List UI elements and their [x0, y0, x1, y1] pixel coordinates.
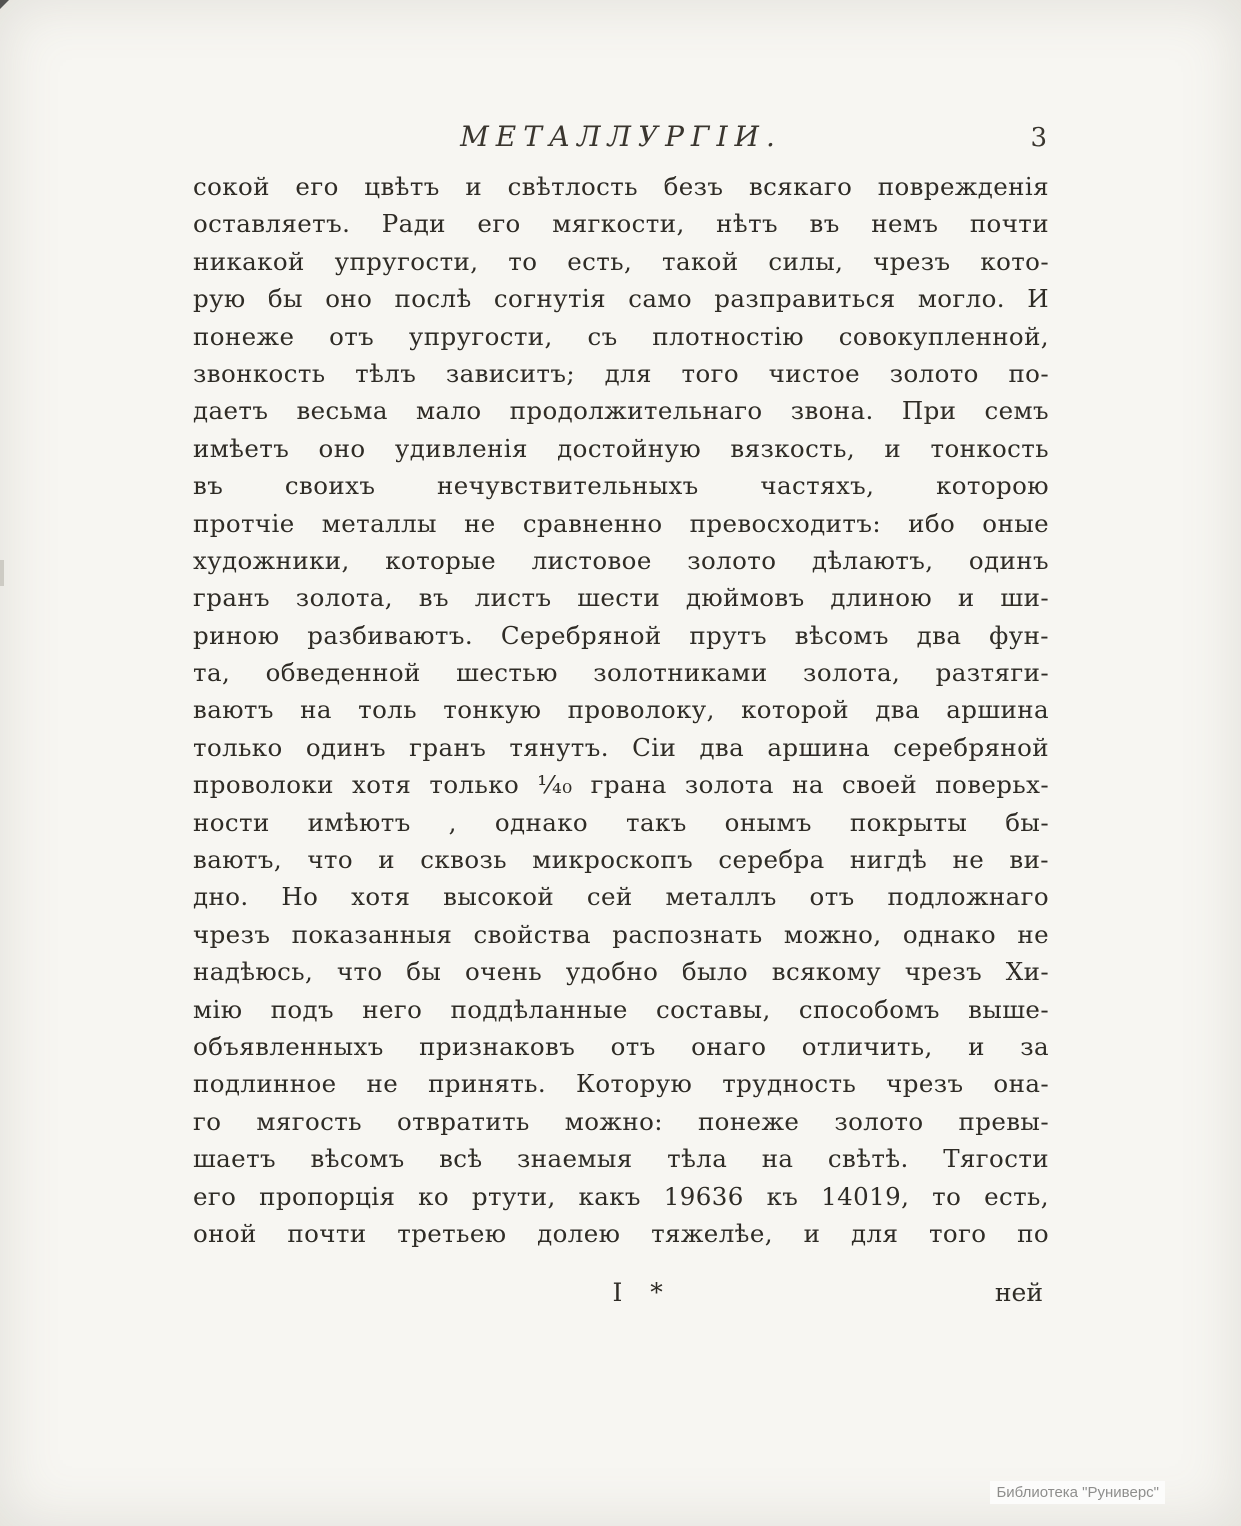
text-line: сокой его цвѣтъ и свѣтлость безъ всякаго поврежденія [193, 172, 1049, 201]
scan-corner-artifact [0, 0, 9, 9]
page-title: МЕТАЛЛУРГІИ. [460, 120, 782, 153]
text-line: шаетъ вѣсомъ всѣ знаемыя тѣла на свѣтѣ. Тягости [193, 1144, 1049, 1174]
scan-edge-artifact [0, 560, 4, 586]
page-footer [193, 1278, 1049, 1318]
text-line: ваютъ на толь тонкую проволоку, которой два аршина [193, 695, 1049, 725]
text-line: го мягость отвратить можно: понеже золото превы- [193, 1106, 1049, 1136]
text-line: подлинное не принять. Которую трудность чрезъ она- [193, 1069, 1049, 1099]
text-line: въ своихъ нечувствительныхъ частяхъ, которою [193, 471, 1049, 501]
text-line: риною разбиваютъ. Серебряной прутъ вѣсомъ два фун- [193, 620, 1049, 650]
catchword: ней [994, 1278, 1043, 1307]
text-line: мію подъ него поддѣланные составы, способомъ выше- [193, 994, 1049, 1024]
text-line: звонкость тѣлъ зависитъ; для того чистое золото по- [193, 358, 1049, 388]
signature-mark: I * [612, 1278, 673, 1307]
text-line: ности имѣютъ , однако такъ онымъ покрыты бы- [193, 807, 1049, 837]
text-line: ваютъ, что и сквозь микроскопъ серебра нигдѣ не ви- [193, 845, 1049, 875]
text-line: протчіе металлы не сравненно превосходитъ: ибо оные [193, 508, 1049, 538]
text-line: проволоки хотя только ¹⁄₄₀ грана золота на своей поверьх- [193, 770, 1049, 800]
text-line: его пропорція ко ртути, какъ 19636 къ 14019, то есть, [193, 1181, 1049, 1211]
text-line: никакой упругости, то есть, такой силы, чрезъ кото- [193, 246, 1049, 276]
text-line: оной почти третьею долею тяжелѣе, и для того по [193, 1218, 1049, 1248]
text-line: объявленныхъ признаковъ отъ онаго отличить, и за [193, 1031, 1049, 1061]
library-watermark: Библиотека "Руниверс" [990, 1481, 1165, 1504]
text-line: даетъ весьма мало продолжительнаго звона. При семъ [193, 396, 1049, 426]
body-text [193, 168, 1049, 1252]
text-line: гранъ золота, въ листъ шести дюймовъ длиною и ши- [193, 583, 1049, 613]
text-line: рую бы оно послѣ согнутія само разправиться могло. И [193, 284, 1049, 314]
text-line: только одинъ гранъ тянутъ. Сіи два аршина серебряной [193, 732, 1049, 762]
text-line: художники, которые листовое золото дѣлаютъ, одинъ [193, 545, 1049, 575]
text-line: имѣетъ оно удивленія достойную вязкость, и тонкость [193, 433, 1049, 463]
text-line: понеже отъ упругости, съ плотностію совокупленной, [193, 321, 1049, 351]
text-line: чрезъ показанныя свойства распознать можно, однако не [193, 919, 1049, 949]
page-number: 3 [1030, 123, 1047, 153]
text-line: та, обведенной шестью золотниками золота, разтяги- [193, 658, 1049, 688]
text-line: оставляетъ. Ради его мягкости, нѣтъ въ немъ почти [193, 209, 1049, 239]
text-line: дно. Но хотя высокой сей металлъ отъ подложнаго [193, 882, 1049, 912]
page-header [193, 120, 1049, 160]
text-line: надѣюсь, что бы очень удобно было всякому чрезъ Хи- [193, 957, 1049, 987]
